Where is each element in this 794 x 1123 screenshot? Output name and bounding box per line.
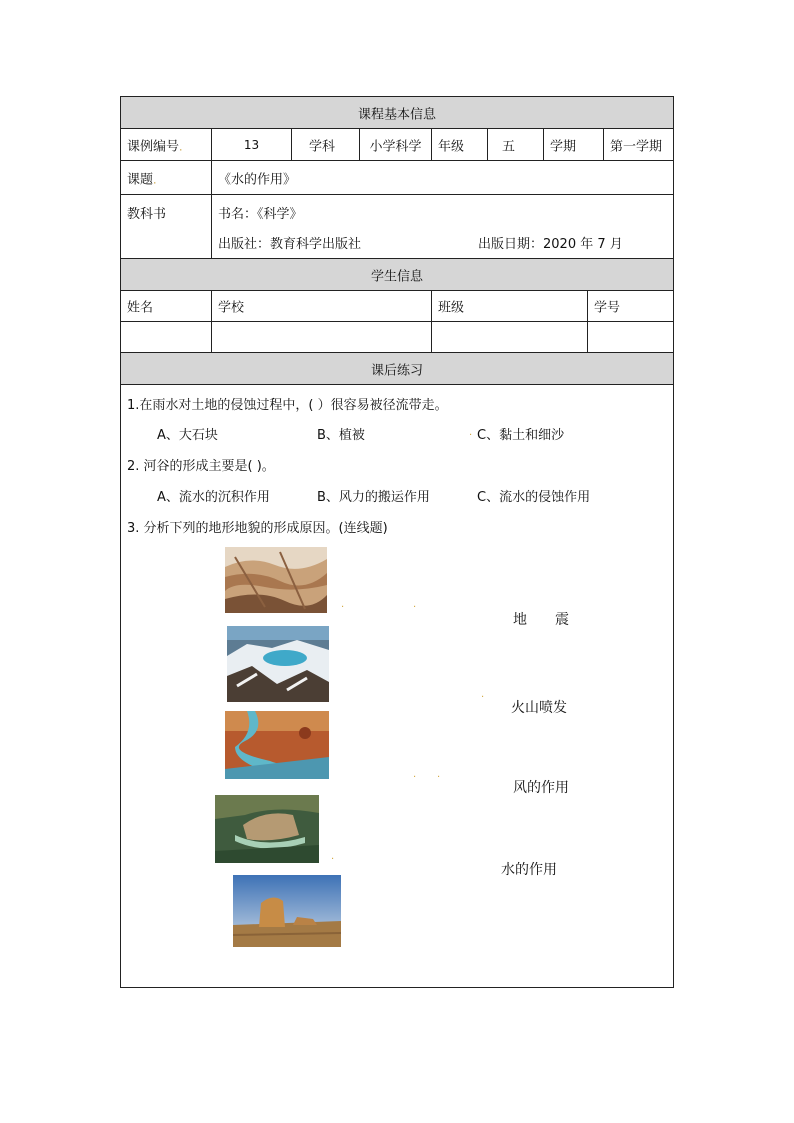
- school-value-cell[interactable]: [212, 322, 432, 352]
- grade-label: 年级: [438, 139, 465, 154]
- topic-label-cell: [121, 161, 212, 194]
- subject-label-cell: [292, 129, 360, 160]
- cause-water: 水的作用: [501, 862, 557, 878]
- case-no-value: 13: [243, 137, 260, 152]
- grade-value: 五: [502, 139, 516, 154]
- textbook-cell: [212, 195, 673, 258]
- class-value-cell[interactable]: [432, 322, 588, 352]
- textbook-row: [121, 195, 673, 259]
- school-label-cell: [212, 291, 432, 321]
- subject-cell: [360, 129, 432, 160]
- name-label-cell: [121, 291, 212, 321]
- exercise-header-text: 课后练习: [370, 363, 423, 378]
- q2-option-a: A、流水的沉积作用: [157, 490, 270, 505]
- student-labels-row: [121, 291, 673, 322]
- book-name: 书名：《科学》: [218, 207, 303, 222]
- student-info-header: [121, 259, 673, 291]
- basic-info-header: [121, 97, 673, 129]
- dot-mark: .: [413, 769, 417, 780]
- dot-mark: .: [331, 851, 335, 862]
- q1-option-a: A、大石块: [157, 428, 218, 443]
- student-info-header-text: 学生信息: [370, 269, 423, 284]
- dot-mark: .: [153, 173, 157, 186]
- class-label-cell: [432, 291, 588, 321]
- textbook-label-cell: [121, 195, 212, 258]
- textbook-label: 教科书: [127, 207, 167, 222]
- question-1: 1.在雨水对土地的侵蚀过程中，( ）很容易被径流带走。: [127, 398, 448, 413]
- q1-option-b: B、植被: [317, 428, 365, 443]
- dot-mark: .: [481, 689, 485, 700]
- basic-info-header-text: 课程基本信息: [357, 107, 436, 122]
- case-no-label-cell: [121, 129, 212, 160]
- topic-label: 课题: [127, 172, 154, 187]
- exercise-header: [121, 353, 673, 385]
- question-2: 2. 河谷的形成主要是( )。: [127, 459, 275, 474]
- name-label: 姓名: [127, 300, 154, 316]
- river-valley-image: [225, 711, 329, 779]
- term-value: 第一学期: [610, 139, 663, 154]
- topic-cell: [212, 161, 673, 194]
- subject-label: 学科: [309, 139, 336, 154]
- grade-cell: [488, 129, 544, 160]
- pub-date: 出版日期：2020 年 7 月: [478, 237, 623, 252]
- cause-wind: 风的作用: [513, 780, 569, 796]
- term-label: 学期: [550, 139, 577, 154]
- dot-mark: .: [413, 599, 417, 610]
- topic-row: [121, 161, 673, 195]
- q2-option-c: C、流水的侵蚀作用: [477, 490, 591, 505]
- dot-mark: .: [437, 769, 441, 780]
- cause-volcano: 火山喷发: [511, 700, 567, 716]
- course-meta-row: [121, 129, 673, 161]
- id-label: 学号: [594, 300, 621, 316]
- id-value-cell[interactable]: [588, 322, 673, 352]
- cause-earthquake: 地 震: [513, 612, 569, 628]
- question-3: 3. 分析下列的地形地貌的形成原因。(连线题): [127, 521, 388, 536]
- crater-lake-image: [227, 626, 329, 702]
- exercise-body: [121, 385, 673, 987]
- mesa-landform-image: [215, 795, 319, 863]
- dot-mark: .: [341, 599, 345, 610]
- yardang-landform-image: [233, 875, 341, 947]
- case-no-label: 课例编号: [127, 139, 180, 154]
- term-label-cell: [544, 129, 604, 160]
- student-values-row: [121, 322, 673, 353]
- school-label: 学校: [218, 300, 245, 316]
- subject-value: 小学科学: [369, 139, 422, 154]
- class-label: 班级: [438, 300, 465, 316]
- case-no-cell: [212, 129, 292, 160]
- publisher: 出版社：教育科学出版社: [218, 237, 362, 252]
- q1-option-c: C、黏土和细沙: [477, 428, 565, 443]
- name-value-cell[interactable]: [121, 322, 212, 352]
- topic-value: 《水的作用》: [218, 172, 297, 187]
- term-cell: [604, 129, 673, 160]
- canyon-landform-image: [225, 547, 327, 613]
- grade-label-cell: [432, 129, 488, 160]
- dot-mark: .: [469, 427, 473, 438]
- id-label-cell: [588, 291, 673, 321]
- dot-mark: .: [179, 140, 183, 153]
- course-info-table: [120, 96, 674, 988]
- q2-option-b: B、风力的搬运作用: [317, 490, 430, 505]
